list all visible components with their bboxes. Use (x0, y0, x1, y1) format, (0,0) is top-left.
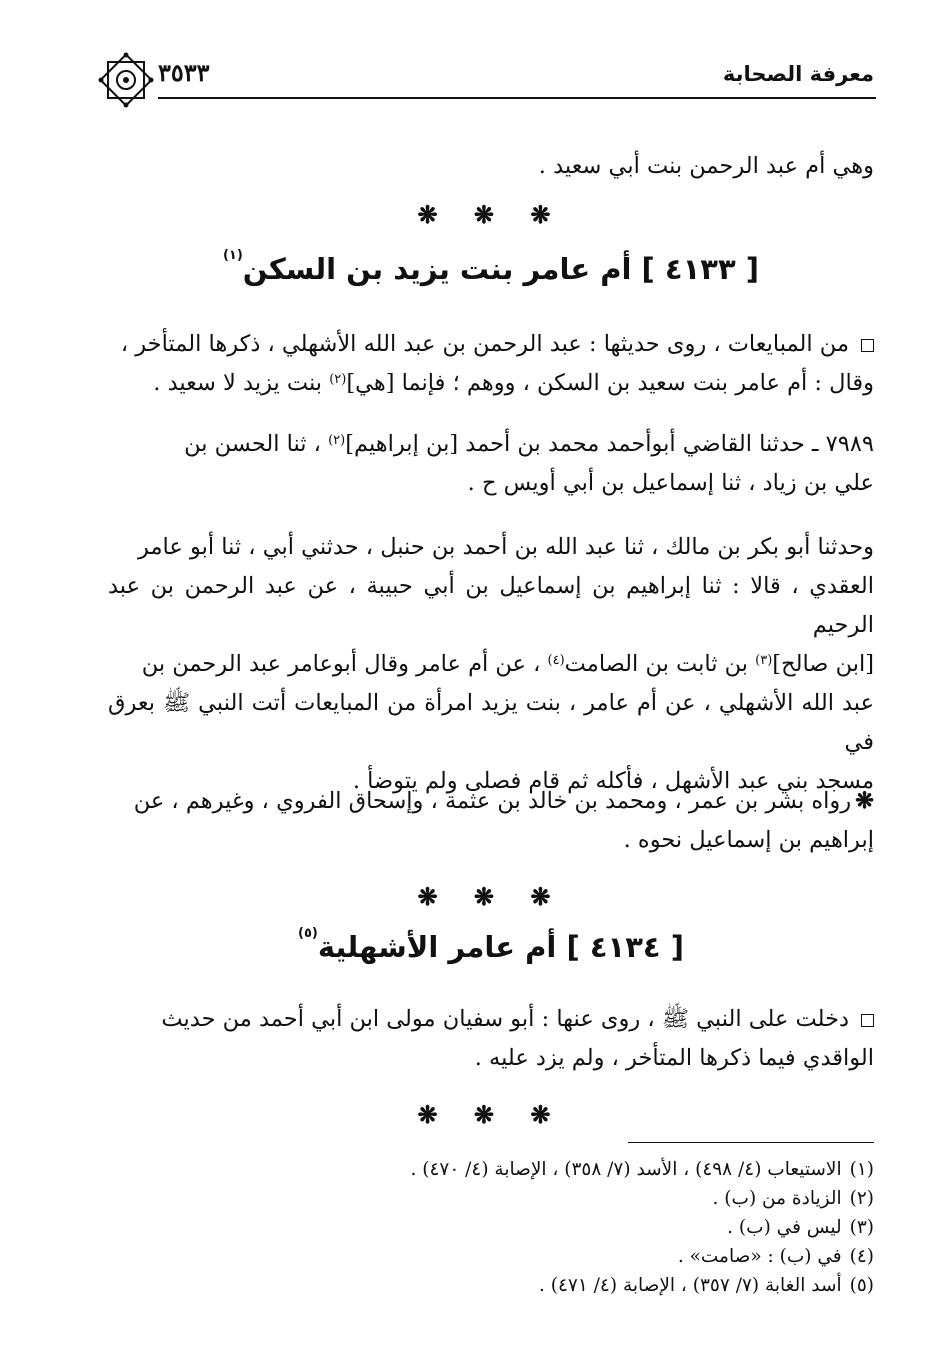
intro-line (108, 147, 874, 186)
footnote-number: (١) (849, 1159, 874, 1180)
footnote-text: الزيادة من (ب) . (712, 1188, 842, 1209)
chain-line: بن ثابت بن الصامت (564, 651, 756, 677)
footnote-number: (٤) (849, 1246, 874, 1267)
section-separator-2: ❋ ❋ ❋ (417, 882, 565, 911)
chain-line: عبد الله الأشهلي ، عن أم عامر ، بنت يزيد امرأة من المبايعات أتت النبي ﷺ بعرق في (108, 690, 874, 755)
bio-line: بنت يزيد لا سعيد . (153, 370, 330, 396)
footnote-ref: (٢) (329, 372, 347, 387)
footnote-ref: (٤) (547, 653, 565, 668)
page-number: ٣٥٣٣ (158, 58, 210, 87)
footnote (300, 1155, 874, 1184)
footnote-ref: (٣) (755, 653, 773, 668)
section-separator-1: ❋ ❋ ❋ (417, 200, 565, 229)
star-marker-icon: ❋ (855, 788, 874, 814)
bio-line: من المبايعات ، روى حديثها : عبد الرحمن بن عبد الله الأشهلي ، ذكرها المتأخر ، (120, 331, 849, 357)
bio-line: وقال : أم عامر بنت سعيد بن السكن ، ووهم ؛ فإنما [هي] (346, 370, 874, 396)
entry-heading-4134 (108, 926, 874, 964)
hadith-chain-paragraph (108, 528, 874, 801)
intro-text: وهي أم عبد الرحمن بنت أبي سعيد . (538, 153, 874, 179)
chain-line: العقدي ، قالا : ثنا إبراهيم بن إسماعيل بن أبي حبيبة ، عن عبد الرحمن بن عبد الرحيم (108, 573, 874, 638)
page-header (98, 52, 876, 104)
note-line: إبراهيم بن إسماعيل نحوه . (623, 827, 874, 853)
footnote-text: الاستيعاب (٤/ ٤٩٨) ، الأسد (٧/ ٣٥٨) ، الإصابة (٤/ ٤٧٠) . (410, 1159, 842, 1180)
entry-bio-4134 (108, 1000, 874, 1078)
footnote (300, 1242, 874, 1271)
square-marker-icon (861, 1014, 874, 1027)
footnote-rule (628, 1142, 874, 1143)
heading-footnote-ref: (٥) (297, 926, 318, 941)
chain-line: مسجد بني عبد الأشهل ، فأكله ثم قام فصلى ولم يتوضأ . (352, 768, 874, 794)
hadith-line: ، ثنا الحسن بن (184, 431, 329, 457)
note-line: رواه بشر بن عمر ، ومحمد بن خالد بن عثمة ، وإسحاق الفروي ، وغيرهم ، عن (133, 788, 852, 814)
hadith-line: ٧٩٨٩ ـ حدثنا القاضي أبوأحمد محمد بن أحمد [بن إبراهيم] (345, 431, 874, 457)
hadith-line: علي بن زياد ، ثنا إسماعيل بن أبي أويس ح . (467, 470, 874, 496)
footnote (300, 1271, 874, 1300)
footnotes (300, 1155, 874, 1300)
heading-footnote-ref: (١) (222, 248, 243, 263)
footnote (300, 1213, 874, 1242)
running-title: معرفة الصحابة (722, 62, 874, 86)
footnote-ref: (٢) (328, 433, 346, 448)
chain-line: وحدثنا أبو بكر بن مالك ، ثنا عبد الله بن أحمد بن حنبل ، حدثني أبي ، ثنا أبو عامر (138, 534, 874, 560)
entry-heading-4133 (108, 248, 874, 286)
footnote-text: ليس في (ب) . (727, 1217, 842, 1238)
footnote-text: في (ب) : «صامت» . (677, 1246, 842, 1267)
square-marker-icon (861, 339, 874, 352)
hadith-7989 (108, 425, 874, 503)
entry-heading-text: [ ٤١٣٣ ] أم عامر بنت يزيد بن السكن (242, 252, 760, 286)
footnote-number: (٣) (849, 1217, 874, 1238)
section-separator-3: ❋ ❋ ❋ (417, 1100, 565, 1129)
entry-heading-text: [ ٤١٣٤ ] أم عامر الأشهلية (317, 930, 684, 964)
footnote-text: أسد الغابة (٧/ ٣٥٧) ، الإصابة (٤/ ٤٧١) . (538, 1275, 842, 1296)
footnote-number: (٥) (849, 1275, 874, 1296)
chain-line: ، عن أم عامر وقال أبوعامر عبد الرحمن بن (141, 651, 548, 677)
header-rule (158, 97, 876, 99)
entry-bio-4133 (108, 325, 874, 403)
octagram-ornament-icon (98, 52, 154, 108)
narration-note (108, 782, 874, 860)
footnote (300, 1184, 874, 1213)
chain-line: [ابن صالح] (772, 651, 874, 677)
footnote-number: (٢) (849, 1188, 874, 1209)
bio-line: دخلت على النبي ﷺ ، روى عنها : أبو سفيان مولى ابن أبي أحمد من حديث (161, 1006, 849, 1032)
bio-line: الواقدي فيما ذكرها المتأخر ، ولم يزد عليه . (474, 1045, 874, 1071)
